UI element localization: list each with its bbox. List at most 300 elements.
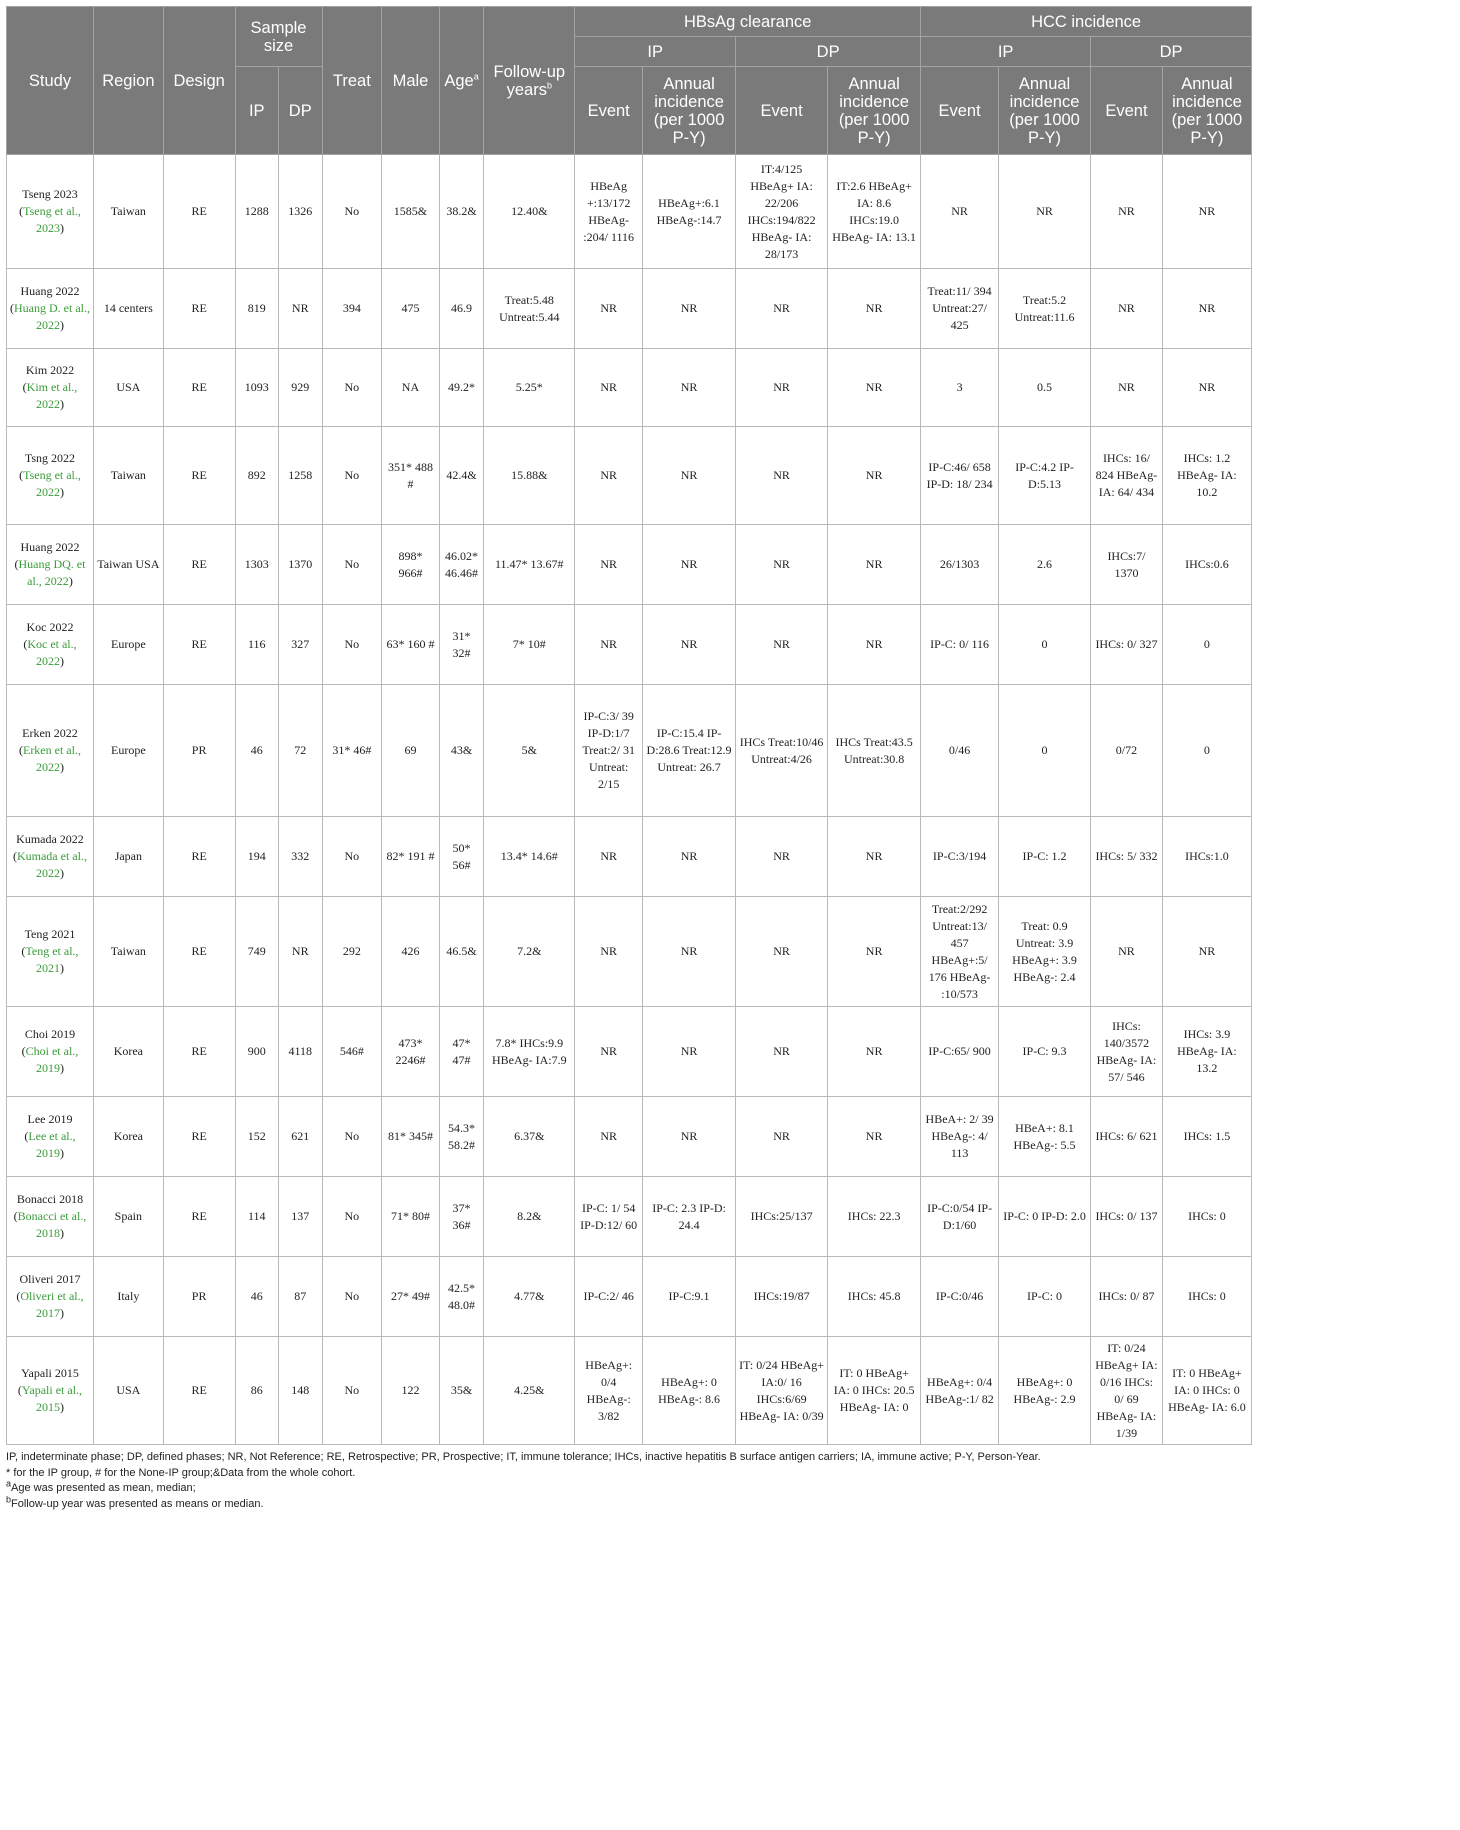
study-name: Tsng 2022	[24, 451, 76, 465]
cell-h-ip-a: NR	[643, 427, 736, 525]
cell-h-dp-e: IT: 0/24 HBeAg+ IA:0/ 16 IHCs:6/69 HBeAg- IA: 0/39	[736, 1337, 828, 1445]
cell-design: RE	[163, 269, 235, 349]
cell-c-dp-e: IHCs: 0/ 137	[1091, 1177, 1163, 1257]
cell-c-ip-a: 0	[999, 605, 1091, 685]
cell-dp: 148	[279, 1337, 322, 1445]
cell-age: 31* 32#	[439, 605, 483, 685]
cell-h-dp-a: NR	[828, 897, 921, 1007]
footnotes	[6, 1450, 1252, 1512]
cell-h-dp-a: IT:2.6 HBeAg+ IA: 8.6 IHCs:19.0 HBeAg- IA: 13.1	[828, 155, 921, 269]
table-row	[7, 269, 1252, 349]
cell-h-ip-e: NR	[575, 349, 643, 427]
col-age	[439, 7, 483, 155]
cell-male: 351* 488 #	[382, 427, 440, 525]
cell-h-dp-a: IHCs: 22.3	[828, 1177, 921, 1257]
cell-h-ip-e: NR	[575, 605, 643, 685]
cell-c-ip-a: IP-C: 0	[999, 1257, 1091, 1337]
cell-ip: 194	[235, 817, 278, 897]
hbsag-dp: DP	[736, 37, 921, 67]
study-citation[interactable]: Huang D. et al., 2022	[14, 301, 90, 332]
cell-region: Italy	[93, 1257, 163, 1337]
cell-c-dp-a: NR	[1162, 155, 1251, 269]
cell-h-dp-e: NR	[736, 605, 828, 685]
study-citation[interactable]: Tseng et al., 2022	[23, 468, 81, 499]
cell-h-dp-e: IHCs Treat:10/46 Untreat:4/26	[736, 685, 828, 817]
group-hcc: HCC incidence	[921, 7, 1252, 37]
cell-c-ip-e: NR	[921, 155, 999, 269]
cell-c-dp-a: NR	[1162, 269, 1251, 349]
cell-ip: 86	[235, 1337, 278, 1445]
cell-h-ip-e: NR	[575, 427, 643, 525]
col-design: Design	[163, 7, 235, 155]
cell-design: RE	[163, 525, 235, 605]
cell-study	[7, 685, 94, 817]
cell-age: 38.2&	[439, 155, 483, 269]
cell-h-ip-a: NR	[643, 525, 736, 605]
cell-c-dp-e: IT: 0/24 HBeAg+ IA: 0/16 IHCs: 0/ 69 HBeAg- IA: 1/39	[1091, 1337, 1163, 1445]
cell-study	[7, 427, 94, 525]
cell-region: Korea	[93, 1097, 163, 1177]
footnote-b-mark: b	[6, 1493, 12, 1504]
cell-c-dp-e: IHCs: 140/3572 HBeAg- IA: 57/ 546	[1091, 1007, 1163, 1097]
cell-study	[7, 155, 94, 269]
cell-h-dp-e: NR	[736, 269, 828, 349]
citation-wrap: (Choi et al., 2019)	[21, 1044, 79, 1075]
cell-treat: 292	[322, 897, 382, 1007]
table-row	[7, 817, 1252, 897]
cell-c-ip-e: Treat:11/ 394 Untreat:27/ 425	[921, 269, 999, 349]
study-name: Erken 2022	[22, 726, 78, 740]
citation-wrap: (Koc et al., 2022)	[23, 637, 77, 668]
cell-c-ip-e: IP-C:0/46	[921, 1257, 999, 1337]
study-citation[interactable]: Lee et al., 2019	[28, 1129, 76, 1160]
cell-ip: 116	[235, 605, 278, 685]
cell-h-ip-a: IP-C: 2.3 IP-D: 24.4	[643, 1177, 736, 1257]
cell-follow: 13.4* 14.6#	[484, 817, 575, 897]
cell-h-dp-a: IHCs: 45.8	[828, 1257, 921, 1337]
cell-h-dp-e: NR	[736, 817, 828, 897]
cell-follow: 12.40&	[484, 155, 575, 269]
citation-wrap: (Oliveri et al., 2017)	[16, 1289, 84, 1320]
cell-c-dp-e: IHCs: 6/ 621	[1091, 1097, 1163, 1177]
cell-ip: 1288	[235, 155, 278, 269]
cell-follow: 7.2&	[484, 897, 575, 1007]
cell-h-ip-e: NR	[575, 897, 643, 1007]
cell-h-dp-e: NR	[736, 427, 828, 525]
study-name: Kim 2022	[25, 363, 75, 377]
cell-ip: 892	[235, 427, 278, 525]
study-citation[interactable]: Oliveri et al., 2017	[20, 1289, 84, 1320]
cell-dp: 1326	[279, 155, 322, 269]
hbsag-ip: IP	[575, 37, 736, 67]
cell-male: 81* 345#	[382, 1097, 440, 1177]
cell-study	[7, 1177, 94, 1257]
cell-region: Japan	[93, 817, 163, 897]
cell-age: 47* 47#	[439, 1007, 483, 1097]
cell-male: NA	[382, 349, 440, 427]
hcc-dp-annual: Annual incidence (per 1000 P-Y)	[1162, 67, 1251, 155]
cell-h-ip-a: NR	[643, 349, 736, 427]
cell-dp: NR	[279, 897, 322, 1007]
cell-treat: No	[322, 1337, 382, 1445]
footnote-a-mark: a	[6, 1478, 12, 1489]
cell-region: Europe	[93, 685, 163, 817]
cell-male: 27* 49#	[382, 1257, 440, 1337]
cell-c-dp-a: 0	[1162, 605, 1251, 685]
cell-design: PR	[163, 1257, 235, 1337]
cell-treat: No	[322, 349, 382, 427]
cell-design: RE	[163, 605, 235, 685]
cell-c-dp-a: NR	[1162, 349, 1251, 427]
cell-ip: 152	[235, 1097, 278, 1177]
cell-c-ip-e: IP-C:0/54 IP-D:1/60	[921, 1177, 999, 1257]
cell-c-ip-a: IP-C:4.2 IP-D:5.13	[999, 427, 1091, 525]
cell-follow: 4.25&	[484, 1337, 575, 1445]
cell-h-ip-e: NR	[575, 1007, 643, 1097]
cell-c-ip-a: 0.5	[999, 349, 1091, 427]
table-row	[7, 155, 1252, 269]
col-study: Study	[7, 7, 94, 155]
study-citation[interactable]: Kim et al., 2022	[26, 380, 78, 411]
follow-sup: b	[546, 80, 552, 90]
study-name: Kumada 2022	[16, 832, 84, 846]
cell-male: 71* 80#	[382, 1177, 440, 1257]
cell-h-ip-e: HBeAg+: 0/4 HBeAg-: 3/82	[575, 1337, 643, 1445]
cell-h-ip-e: IP-C:3/ 39 IP-D:1/7 Treat:2/ 31 Untreat: 2/15	[575, 685, 643, 817]
cell-h-ip-a: IP-C:9.1	[643, 1257, 736, 1337]
col-follow-up	[484, 7, 575, 155]
cell-follow: 4.77&	[484, 1257, 575, 1337]
cell-h-ip-a: NR	[643, 1097, 736, 1177]
cell-c-dp-e: 0/72	[1091, 685, 1163, 817]
cell-male: 82* 191 #	[382, 817, 440, 897]
cell-age: 46.02* 46.46#	[439, 525, 483, 605]
cell-ip: 46	[235, 685, 278, 817]
study-name: Choi 2019	[24, 1027, 76, 1041]
cell-h-dp-a: NR	[828, 427, 921, 525]
citation-wrap: (Erken et al., 2022)	[18, 743, 81, 774]
citation-wrap: (Teng et al., 2021)	[21, 944, 79, 975]
cell-age: 49.2*	[439, 349, 483, 427]
cell-c-dp-e: NR	[1091, 269, 1163, 349]
cell-c-ip-e: 0/46	[921, 685, 999, 817]
cell-ip: 900	[235, 1007, 278, 1097]
cell-treat: No	[322, 1257, 382, 1337]
cell-c-ip-e: IP-C:46/ 658 IP-D: 18/ 234	[921, 427, 999, 525]
cell-age: 50* 56#	[439, 817, 483, 897]
hcc-ip: IP	[921, 37, 1091, 67]
cell-c-ip-a: IP-C: 0 IP-D: 2.0	[999, 1177, 1091, 1257]
cell-treat: 394	[322, 269, 382, 349]
cell-study	[7, 817, 94, 897]
cell-h-dp-a: NR	[828, 1097, 921, 1177]
cell-follow: 8.2&	[484, 1177, 575, 1257]
cell-treat: No	[322, 155, 382, 269]
study-citation[interactable]: Huang DQ. et al., 2022	[18, 557, 86, 588]
study-name: Lee 2019	[27, 1112, 73, 1126]
hbsag-dp-annual: Annual incidence (per 1000 P-Y)	[828, 67, 921, 155]
table-row	[7, 1337, 1252, 1445]
cell-design: RE	[163, 1177, 235, 1257]
hcc-dp: DP	[1091, 37, 1252, 67]
cell-ip: 114	[235, 1177, 278, 1257]
table-row	[7, 1177, 1252, 1257]
cell-treat: No	[322, 605, 382, 685]
cell-dp: 332	[279, 817, 322, 897]
cell-region: Taiwan	[93, 897, 163, 1007]
cell-design: RE	[163, 817, 235, 897]
cell-follow: 5.25*	[484, 349, 575, 427]
cell-dp: 72	[279, 685, 322, 817]
cell-region: Spain	[93, 1177, 163, 1257]
cell-h-ip-a: HBeAg+: 0 HBeAg-: 8.6	[643, 1337, 736, 1445]
cell-c-ip-e: HBeA+: 2/ 39 HBeAg-: 4/ 113	[921, 1097, 999, 1177]
study-citation[interactable]: Yapali et al., 2015	[21, 1383, 83, 1414]
cell-dp: 1258	[279, 427, 322, 525]
cell-region: Taiwan	[93, 155, 163, 269]
cell-h-ip-e: NR	[575, 1097, 643, 1177]
cell-h-ip-e: IP-C:2/ 46	[575, 1257, 643, 1337]
cell-region: Taiwan USA	[93, 525, 163, 605]
cell-h-ip-a: NR	[643, 817, 736, 897]
cell-c-ip-a: IP-C: 1.2	[999, 817, 1091, 897]
cell-c-dp-e: IHCs: 0/ 327	[1091, 605, 1163, 685]
cell-dp: 929	[279, 349, 322, 427]
cell-c-ip-a: IP-C: 9.3	[999, 1007, 1091, 1097]
cell-region: 14 centers	[93, 269, 163, 349]
cell-h-dp-a: NR	[828, 349, 921, 427]
cell-c-dp-e: NR	[1091, 155, 1163, 269]
table-row	[7, 605, 1252, 685]
cell-c-dp-a: IHCs: 3.9 HBeAg- IA: 13.2	[1162, 1007, 1251, 1097]
footnote-a-text: Age was presented as mean, median;	[11, 1482, 196, 1494]
cell-treat: No	[322, 427, 382, 525]
cell-c-dp-a: NR	[1162, 897, 1251, 1007]
age-label: Age	[444, 71, 474, 90]
cell-h-dp-a: NR	[828, 605, 921, 685]
cell-c-dp-a: IHCs: 1.2 HBeAg- IA: 10.2	[1162, 427, 1251, 525]
cell-design: RE	[163, 1337, 235, 1445]
footnote-abbrev: IP, indeterminate phase; DP, defined phases; NR, Not Reference; RE, Retrospective; PR, Prospective; IT, immune tolerance; IHCs, inactive hepatitis B surface antigen carriers; IA, immune active; P-Y, Person-Year.	[6, 1451, 1041, 1463]
footnote-symbols: * for the IP group, # for the None-IP group;&Data from the whole cohort.	[6, 1466, 356, 1479]
cell-follow: 7* 10#	[484, 605, 575, 685]
footnote-b	[6, 1493, 1252, 1513]
cell-h-ip-a: IP-C:15.4 IP-D:28.6 Treat:12.9 Untreat: 26.7	[643, 685, 736, 817]
cell-male: 898* 966#	[382, 525, 440, 605]
cell-design: RE	[163, 155, 235, 269]
cell-treat: No	[322, 525, 382, 605]
footnote-a	[6, 1478, 1252, 1497]
cell-h-ip-a: NR	[643, 605, 736, 685]
cell-c-ip-e: IP-C:65/ 900	[921, 1007, 999, 1097]
cell-male: 473* 2246#	[382, 1007, 440, 1097]
table-row	[7, 525, 1252, 605]
cell-region: Taiwan	[93, 427, 163, 525]
cell-follow: Treat:5.48 Untreat:5.44	[484, 269, 575, 349]
col-treat: Treat	[322, 7, 382, 155]
cell-design: PR	[163, 685, 235, 817]
cell-c-ip-a: Treat: 0.9 Untreat: 3.9 HBeAg+: 3.9 HBeAg-: 2.4	[999, 897, 1091, 1007]
cell-c-dp-a: IHCs: 1.5	[1162, 1097, 1251, 1177]
cell-h-dp-a: NR	[828, 269, 921, 349]
hbsag-ip-annual: Annual incidence (per 1000 P-Y)	[643, 67, 736, 155]
hcc-ip-event: Event	[921, 67, 999, 155]
footnote-b-text: Follow-up year was presented as means or median.	[11, 1497, 264, 1510]
cell-c-ip-e: 26/1303	[921, 525, 999, 605]
hbsag-ip-event: Event	[575, 67, 643, 155]
cell-h-ip-e: NR	[575, 817, 643, 897]
cell-follow: 5&	[484, 685, 575, 817]
cell-study	[7, 349, 94, 427]
cell-treat: 546#	[322, 1007, 382, 1097]
study-citation[interactable]: Tseng et al., 2023	[23, 204, 81, 235]
cell-male: 122	[382, 1337, 440, 1445]
citation-wrap: (Yapali et al., 2015)	[17, 1383, 83, 1414]
cell-c-dp-e: IHCs: 16/ 824 HBeAg- IA: 64/ 434	[1091, 427, 1163, 525]
cell-design: RE	[163, 1007, 235, 1097]
study-name: Oliveri 2017	[19, 1272, 81, 1286]
cell-c-ip-a: HBeA+: 8.1 HBeAg-: 5.5	[999, 1097, 1091, 1177]
cell-h-dp-a: NR	[828, 817, 921, 897]
cell-dp: 87	[279, 1257, 322, 1337]
cell-c-dp-a: 0	[1162, 685, 1251, 817]
cell-design: RE	[163, 427, 235, 525]
study-name: Tseng 2023	[22, 187, 78, 201]
cell-h-dp-a: IHCs Treat:43.5 Untreat:30.8	[828, 685, 921, 817]
cell-h-ip-e: NR	[575, 269, 643, 349]
cell-h-dp-e: NR	[736, 525, 828, 605]
cell-c-dp-e: IHCs: 0/ 87	[1091, 1257, 1163, 1337]
study-citation[interactable]: Choi et al., 2019	[25, 1044, 79, 1075]
study-name: Bonacci 2018	[16, 1192, 84, 1206]
cell-study	[7, 1337, 94, 1445]
cell-h-dp-a: NR	[828, 1007, 921, 1097]
cell-male: 1585&	[382, 155, 440, 269]
table-row	[7, 1097, 1252, 1177]
cell-follow: 7.8* IHCs:9.9 HBeAg- IA:7.9	[484, 1007, 575, 1097]
cell-dp: 327	[279, 605, 322, 685]
cell-study	[7, 1257, 94, 1337]
cell-h-ip-e: HBeAg +:13/172 HBeAg- :204/ 1116	[575, 155, 643, 269]
cell-ip: 749	[235, 897, 278, 1007]
study-citation[interactable]: Teng et al., 2021	[25, 944, 79, 975]
cell-age: 46.9	[439, 269, 483, 349]
study-citation[interactable]: Koc et al., 2022	[27, 637, 77, 668]
cell-c-ip-a: Treat:5.2 Untreat:11.6	[999, 269, 1091, 349]
cell-age: 54.3* 58.2#	[439, 1097, 483, 1177]
cell-age: 35&	[439, 1337, 483, 1445]
cell-design: RE	[163, 349, 235, 427]
cell-h-ip-a: HBeAg+:6.1 HBeAg-:14.7	[643, 155, 736, 269]
cell-age: 37* 36#	[439, 1177, 483, 1257]
table-row	[7, 1257, 1252, 1337]
cell-c-dp-a: IHCs: 0	[1162, 1177, 1251, 1257]
cell-c-ip-a: 0	[999, 685, 1091, 817]
cell-male: 69	[382, 685, 440, 817]
cell-h-ip-e: IP-C: 1/ 54 IP-D:12/ 60	[575, 1177, 643, 1257]
cell-ip: 46	[235, 1257, 278, 1337]
cell-treat: No	[322, 1177, 382, 1257]
cell-age: 42.5* 48.0#	[439, 1257, 483, 1337]
cell-c-dp-e: NR	[1091, 349, 1163, 427]
study-citation[interactable]: Bonacci et al., 2018	[17, 1209, 87, 1240]
cell-region: Europe	[93, 605, 163, 685]
citation-wrap: (Tseng et al., 2022)	[19, 468, 81, 499]
study-name: Teng 2021	[24, 927, 76, 941]
cell-ip: 1303	[235, 525, 278, 605]
age-sup: a	[473, 71, 479, 81]
cell-c-dp-e: IHCs:7/ 1370	[1091, 525, 1163, 605]
cell-age: 46.5&	[439, 897, 483, 1007]
cell-c-dp-a: IHCs:1.0	[1162, 817, 1251, 897]
cell-c-ip-e: 3	[921, 349, 999, 427]
cell-dp: 621	[279, 1097, 322, 1177]
cell-design: RE	[163, 897, 235, 1007]
cell-male: 426	[382, 897, 440, 1007]
table-body	[7, 155, 1252, 1445]
col-region: Region	[93, 7, 163, 155]
cell-treat: No	[322, 1097, 382, 1177]
cell-follow: 6.37&	[484, 1097, 575, 1177]
cell-h-dp-e: NR	[736, 897, 828, 1007]
citation-wrap: (Kim et al., 2022)	[22, 380, 78, 411]
cell-follow: 15.88&	[484, 427, 575, 525]
cell-h-ip-a: NR	[643, 897, 736, 1007]
table-row	[7, 427, 1252, 525]
citation-wrap: (Kumada et al., 2022)	[12, 849, 87, 880]
cell-treat: No	[322, 817, 382, 897]
cell-region: USA	[93, 1337, 163, 1445]
cell-c-ip-a: 2.6	[999, 525, 1091, 605]
group-hbsag: HBsAg clearance	[575, 7, 921, 37]
cell-design: RE	[163, 1097, 235, 1177]
citation-wrap: (Huang DQ. et al., 2022)	[14, 557, 86, 588]
study-citation[interactable]: Kumada et al., 2022	[16, 849, 87, 880]
table-row	[7, 1007, 1252, 1097]
sample-ip: IP	[235, 67, 278, 155]
col-sample-size: Sample size	[235, 7, 322, 67]
cell-h-dp-a: IT: 0 HBeAg+ IA: 0 IHCs: 20.5 HBeAg- IA: 0	[828, 1337, 921, 1445]
hbsag-dp-event: Event	[736, 67, 828, 155]
cell-h-ip-e: NR	[575, 525, 643, 605]
cell-c-ip-e: HBeAg+: 0/4 HBeAg-:1/ 82	[921, 1337, 999, 1445]
cell-dp: 4118	[279, 1007, 322, 1097]
study-citation[interactable]: Erken et al., 2022	[22, 743, 81, 774]
cell-follow: 11.47* 13.67#	[484, 525, 575, 605]
meta-analysis-table	[6, 6, 1252, 1445]
cell-study	[7, 269, 94, 349]
cell-study	[7, 1007, 94, 1097]
study-name: Huang 2022	[20, 540, 80, 554]
study-name: Huang 2022	[20, 284, 80, 298]
cell-h-dp-e: NR	[736, 1007, 828, 1097]
cell-h-dp-e: NR	[736, 1097, 828, 1177]
cell-age: 43&	[439, 685, 483, 817]
cell-male: 475	[382, 269, 440, 349]
cell-c-ip-e: IP-C:3/194	[921, 817, 999, 897]
col-male: Male	[382, 7, 440, 155]
cell-c-dp-e: IHCs: 5/ 332	[1091, 817, 1163, 897]
cell-c-dp-a: IHCs: 0	[1162, 1257, 1251, 1337]
cell-h-dp-e: NR	[736, 349, 828, 427]
cell-treat: 31* 46#	[322, 685, 382, 817]
cell-h-dp-a: NR	[828, 525, 921, 605]
cell-h-dp-e: IHCs:19/87	[736, 1257, 828, 1337]
cell-ip: 819	[235, 269, 278, 349]
cell-dp: 1370	[279, 525, 322, 605]
study-name: Yapali 2015	[21, 1366, 79, 1380]
cell-study	[7, 1097, 94, 1177]
